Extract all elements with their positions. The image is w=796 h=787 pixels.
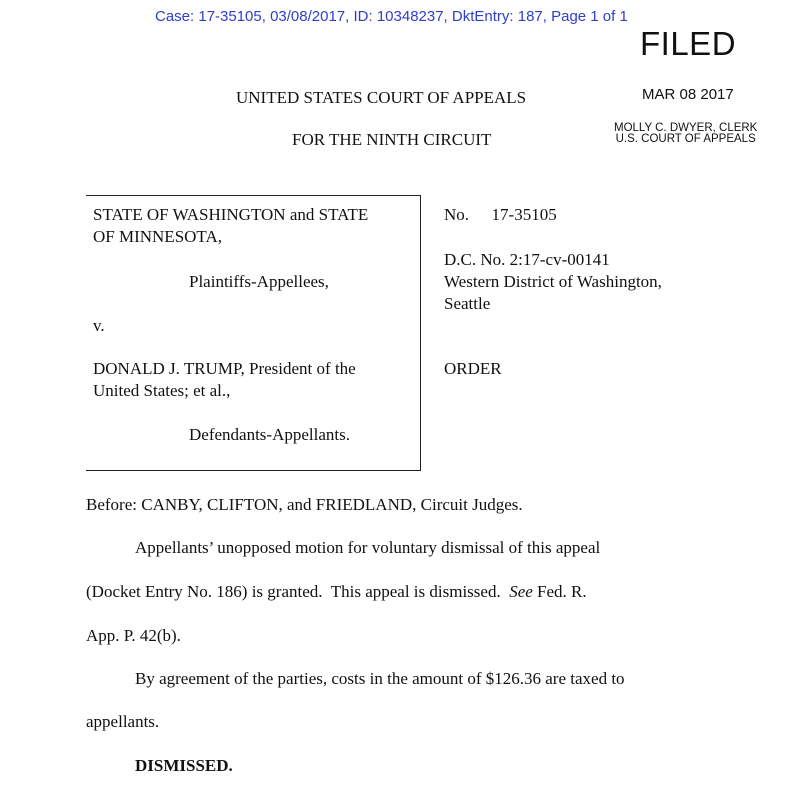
district-line-2: Seattle: [444, 294, 491, 313]
case-header-line: Case: 17-35105, 03/08/2017, ID: 10348237, DktEntry: 187, Page 1 of 1: [155, 8, 628, 25]
clerk-office: U.S. COURT OF APPEALS: [615, 133, 756, 145]
filed-stamp: FILED: [640, 25, 737, 62]
dc-number: D.C. No. 2:17-cv-00141: [444, 250, 610, 269]
court-circuit: FOR THE NINTH CIRCUIT: [292, 130, 492, 149]
disposition: DISMISSED.: [135, 756, 233, 775]
filed-date: MAR 08 2017: [642, 86, 734, 103]
paragraph-1-line-2-end: Fed. R.: [532, 582, 587, 601]
court-title: UNITED STATES COURT OF APPEALS: [236, 88, 527, 107]
district-line-1: Western District of Washington,: [444, 272, 662, 291]
defendants-line-2: United States; et al.,: [93, 381, 231, 400]
plaintiffs-role: Plaintiffs-Appellees,: [189, 272, 329, 291]
plaintiffs-line-1: STATE OF WASHINGTON and STATE: [93, 205, 369, 224]
paragraph-2-line-2: appellants.: [86, 712, 160, 731]
clerk-name: MOLLY C. DWYER, CLERK: [614, 122, 758, 134]
clerk-block: [614, 123, 757, 145]
paragraph-1-line-3: App. P. 42(b).: [86, 626, 181, 645]
document-type: ORDER: [444, 359, 502, 378]
case-number-label: No.: [444, 205, 470, 224]
versus: v.: [93, 316, 105, 335]
see-signal: See: [509, 582, 533, 601]
defendants-role: Defendants-Appellants.: [189, 425, 350, 444]
case-number: [444, 205, 557, 225]
plaintiffs-line-2: OF MINNESOTA,: [93, 227, 222, 246]
paragraph-1-line-2-main: (Docket Entry No. 186) is granted. This appeal is dismissed.: [86, 582, 510, 601]
paragraph-1-line-2: [86, 582, 587, 602]
before-judges: Before: CANBY, CLIFTON, and FRIEDLAND, Circuit Judges.: [86, 495, 523, 514]
paragraph-1-line-1: Appellants’ unopposed motion for voluntary dismissal of this appeal: [135, 538, 601, 557]
defendants-line-1: DONALD J. TRUMP, President of the: [93, 359, 356, 378]
paragraph-2-line-1: By agreement of the parties, costs in the amount of $126.36 are taxed to: [135, 669, 625, 688]
case-number-value: 17-35105: [491, 205, 557, 224]
